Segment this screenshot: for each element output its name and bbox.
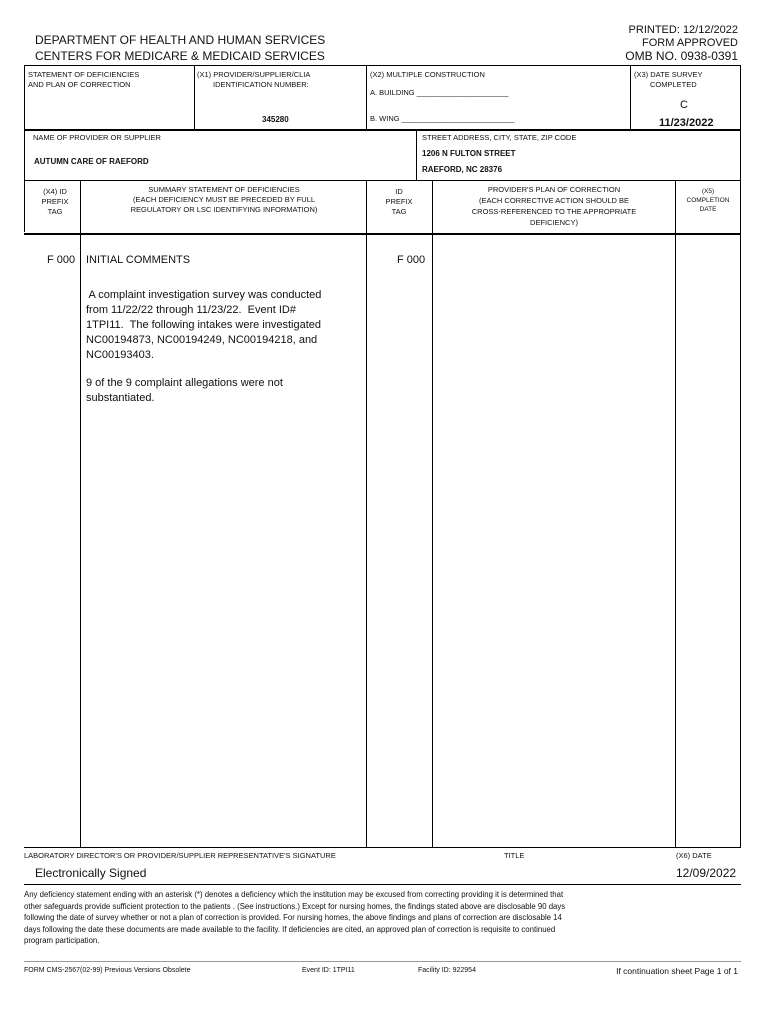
printed-date: PRINTED: 12/12/2022 bbox=[628, 24, 738, 36]
signature-date: 12/09/2022 bbox=[676, 866, 737, 880]
frame-right bbox=[740, 65, 741, 232]
street-address: 1206 N FULTON STREET bbox=[422, 149, 516, 158]
x5-header: COMPLETION bbox=[686, 197, 730, 204]
disclaimer-line: other safeguards provide sufficient protection to the patients . (See instructions.) Except for nursing homes, the findings stated above are disclosable 90 days bbox=[24, 901, 566, 911]
page-indicator: If continuation sheet Page 1 of 1 bbox=[616, 966, 738, 976]
summary-header: (EACH DEFICIENCY MUST BE PRECEDED BY FULL bbox=[132, 195, 316, 204]
x2-building: A. BUILDING ______________________ bbox=[370, 88, 509, 97]
summary-header: REGULATORY OR LSC IDENTIFYING INFORMATION) bbox=[130, 205, 318, 214]
x5-header: DATE bbox=[699, 206, 717, 213]
divider bbox=[24, 129, 741, 131]
paragraph-line: from 11/22/22 through 11/23/22. Event ID# bbox=[86, 304, 296, 316]
divider bbox=[24, 884, 741, 885]
frame-left bbox=[24, 65, 25, 232]
paragraph-line: substantiated. bbox=[86, 392, 155, 404]
paragraph-line: 1TPI11. The following intakes were investigated bbox=[86, 319, 322, 331]
id-header: ID bbox=[395, 187, 403, 196]
paragraph-line: A complaint investigation survey was conducted bbox=[86, 289, 322, 301]
plan-header: CROSS-REFERENCED TO THE APPROPRIATE bbox=[471, 207, 637, 216]
disclaimer-line: days following the date these documents are made available to the facility. If deficiencies are cited, an approved plan of correction is requisite to continued bbox=[24, 924, 556, 934]
x4-header: TAG bbox=[47, 207, 63, 216]
survey-type-code: C bbox=[680, 99, 688, 111]
signature-label: LABORATORY DIRECTOR'S OR PROVIDER/SUPPLIER REPRESENTATIVE'S SIGNATURE bbox=[24, 851, 336, 860]
disclaimer-line: Any deficiency statement ending with an asterisk (*) denotes a deficiency which the institution may be excused from correcting providing it is determined that bbox=[24, 890, 564, 899]
column-divider bbox=[432, 181, 433, 847]
divider bbox=[630, 65, 631, 129]
plan-header: PROVIDER'S PLAN OF CORRECTION bbox=[487, 185, 621, 194]
plan-header: DEFICIENCY) bbox=[530, 218, 578, 227]
provider-name-label: NAME OF PROVIDER OR SUPPLIER bbox=[33, 133, 161, 142]
agency-title: CENTERS FOR MEDICARE & MEDICAID SERVICES bbox=[35, 49, 325, 63]
x1-label: (X1) PROVIDER/SUPPLIER/CLIA bbox=[197, 70, 311, 79]
statement-label: STATEMENT OF DEFICIENCIES bbox=[28, 70, 140, 79]
entry-paragraph bbox=[86, 288, 321, 363]
survey-completed-date: 11/23/2022 bbox=[659, 117, 714, 129]
column-divider bbox=[675, 181, 676, 847]
summary-header: SUMMARY STATEMENT OF DEFICIENCIES bbox=[148, 185, 300, 194]
provider-id-number: 345280 bbox=[262, 115, 289, 124]
disclaimer-line: following the date of survey whether or not a plan of correction is provided. For nursing homes, the above findings and plans of correction are disclosable 14 bbox=[24, 913, 562, 922]
tag-prefix-left: F 000 bbox=[47, 254, 76, 266]
city-state-zip: RAEFORD, NC 28376 bbox=[422, 165, 503, 174]
facility-id: Facility ID: 922954 bbox=[418, 967, 476, 974]
form-approved: FORM APPROVED bbox=[642, 37, 738, 49]
statement-label: AND PLAN OF CORRECTION bbox=[28, 80, 131, 89]
paragraph-line: NC00193403. bbox=[86, 349, 154, 361]
divider bbox=[24, 180, 741, 181]
x4-header: PREFIX bbox=[41, 197, 69, 206]
form-number: FORM CMS-2567(02-99) Previous Versions Obsolete bbox=[24, 967, 191, 974]
frame-right bbox=[740, 232, 741, 847]
entry-paragraph bbox=[86, 376, 283, 406]
department-title: DEPARTMENT OF HEALTH AND HUMAN SERVICES bbox=[35, 33, 326, 47]
x2-label: (X2) MULTIPLE CONSTRUCTION bbox=[370, 70, 485, 79]
divider bbox=[24, 961, 741, 962]
x2-wing: B. WING ___________________________ bbox=[370, 114, 515, 123]
divider bbox=[416, 129, 417, 180]
divider bbox=[366, 65, 367, 129]
address-label: STREET ADDRESS, CITY, STATE, ZIP CODE bbox=[422, 133, 577, 142]
x1-label: IDENTIFICATION NUMBER: bbox=[213, 80, 309, 89]
id-header: TAG bbox=[391, 207, 407, 216]
divider bbox=[24, 847, 741, 848]
column-divider bbox=[366, 181, 367, 847]
x3-label: (X3) DATE SURVEY bbox=[634, 70, 703, 79]
date-label: (X6) DATE bbox=[676, 851, 712, 860]
provider-name: AUTUMN CARE OF RAEFORD bbox=[34, 157, 149, 166]
divider bbox=[24, 233, 741, 235]
title-label: TITLE bbox=[504, 851, 525, 860]
x4-header: (X4) ID bbox=[43, 187, 67, 196]
paragraph-line: 9 of the 9 complaint allegations were not bbox=[86, 377, 283, 389]
plan-header: (EACH CORRECTIVE ACTION SHOULD BE bbox=[478, 196, 630, 205]
omb-number: OMB NO. 0938-0391 bbox=[625, 49, 738, 63]
x3-label: COMPLETED bbox=[650, 80, 697, 89]
signature-value: Electronically Signed bbox=[35, 866, 147, 880]
column-divider bbox=[80, 181, 81, 847]
divider bbox=[194, 65, 195, 129]
id-header: PREFIX bbox=[385, 197, 413, 206]
disclaimer-line: program participation. bbox=[24, 936, 100, 945]
entry-heading: INITIAL COMMENTS bbox=[86, 254, 191, 266]
form-frame bbox=[24, 65, 741, 66]
x5-header: (X5) bbox=[701, 188, 715, 195]
disclaimer bbox=[24, 889, 565, 947]
paragraph-line: NC00194873, NC00194249, NC00194218, and bbox=[86, 334, 318, 346]
event-id: Event ID: 1TPI11 bbox=[302, 967, 355, 974]
tag-prefix-right: F 000 bbox=[397, 254, 426, 266]
